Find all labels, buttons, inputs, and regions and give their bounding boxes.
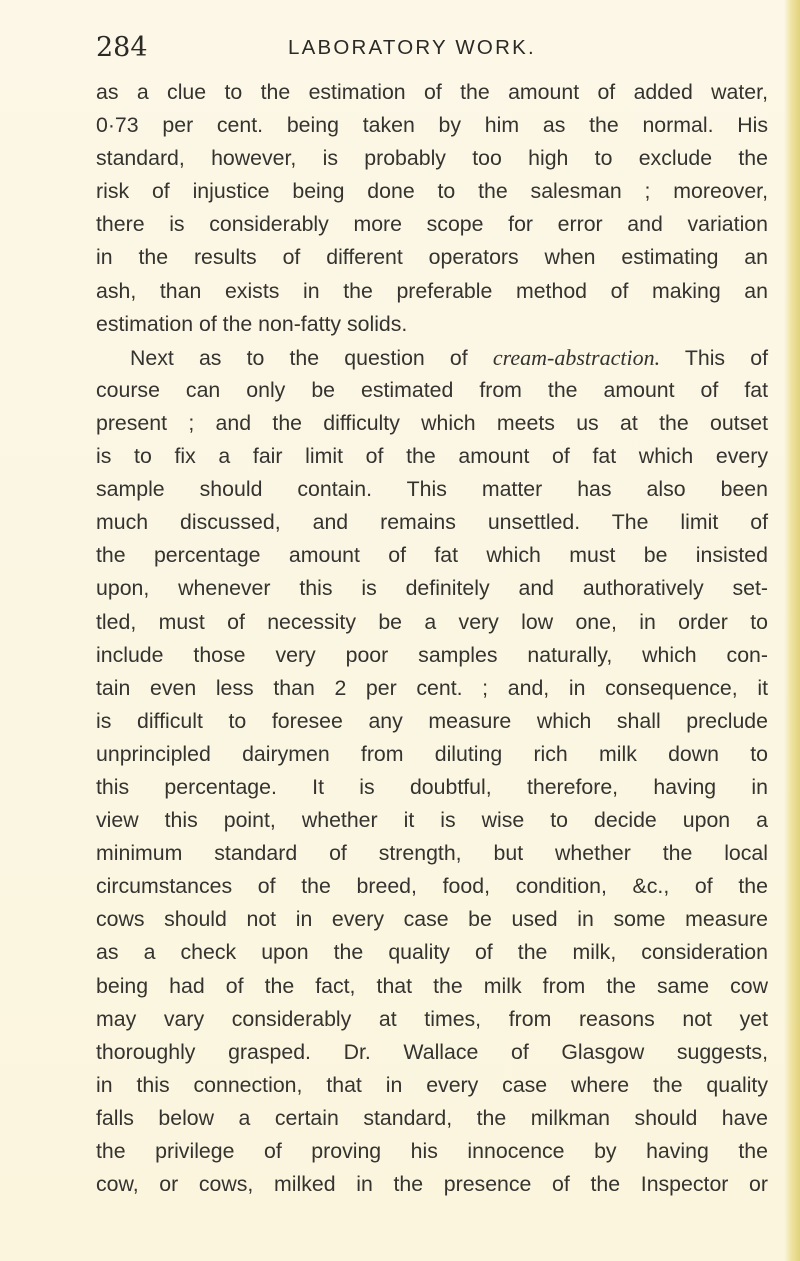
page-header (96, 30, 736, 70)
running-title: LABORATORY WORK. (288, 36, 536, 59)
italic-term: cream-abstraction. (492, 344, 661, 370)
text-line: present ; and the difficulty which meets us at the outset (96, 410, 768, 435)
text-line: the privilege of proving his innocence by having the (96, 1139, 768, 1163)
text-line: much discussed, and remains unsettled. The limit of (96, 510, 768, 535)
text-line: ash, than exists in the preferable method of making an (96, 278, 768, 303)
text-line: as a clue to the estimation of the amount of added water, (96, 80, 768, 104)
text-line: is difficult to foresee any measure which shall preclude (96, 708, 768, 733)
text-line: estimation of the non-fatty solids. (96, 311, 408, 336)
text-line: unprincipled dairymen from diluting rich milk down to (96, 741, 768, 766)
text-line: standard, however, is probably too high to exclude the (96, 146, 768, 171)
page-number: 284 (96, 32, 148, 63)
text-line: tled, must of necessity be a very low one, in order to (96, 609, 768, 634)
text-line: in this connection, that in every case where the quality (96, 1072, 768, 1097)
text-line: view this point, whether it is wise to decide upon a (96, 808, 768, 833)
text-line: may vary considerably at times, from reasons not yet (96, 1006, 768, 1031)
text-line: course can only be estimated from the amount of fat (96, 377, 768, 402)
text-line: sample should contain. This matter has also been (96, 477, 768, 502)
page-edge-shadow (784, 0, 800, 1261)
text-line: minimum standard of strength, but whether the local (96, 841, 768, 866)
text-line: this percentage. It is doubtful, therefore, having in (96, 774, 768, 799)
text-line (96, 341, 768, 374)
text-line: cow, or cows, milked in the presence of the Inspector or (96, 1172, 768, 1197)
text-line: tain even less than 2 per cent. ; and, in consequence, it (96, 675, 768, 700)
text-line: in the results of different operators when estimating an (96, 245, 768, 270)
text-line: the percentage amount of fat which must be insisted (96, 543, 768, 568)
text-line: as a check upon the quality of the milk, consideration (96, 940, 768, 965)
text-line: is to fix a fair limit of the amount of fat which every (96, 444, 768, 469)
text-line: 0·73 per cent. being taken by him as the normal. His (96, 113, 768, 138)
text-line: cows should not in every case be used in some measure (96, 907, 768, 932)
text-line: risk of injustice being done to the salesman ; moreover, (96, 179, 768, 204)
text-line: upon, whenever this is definitely and authoratively set- (96, 576, 768, 601)
text-line: falls below a certain standard, the milkman should have (96, 1105, 768, 1130)
text-line: include those very poor samples naturally, which con- (96, 642, 768, 667)
body-text (96, 76, 768, 1201)
text-line: thoroughly grasped. Dr. Wallace of Glasgow suggests, (96, 1039, 768, 1064)
text-segment: Next as to the question of (130, 345, 493, 370)
text-line: being had of the fact, that the milk from the same cow (96, 973, 768, 998)
text-segment: This of (660, 345, 768, 370)
text-line: there is considerably more scope for error and variation (96, 212, 768, 237)
text-line: circumstances of the breed, food, condition, &c., of the (96, 874, 768, 899)
